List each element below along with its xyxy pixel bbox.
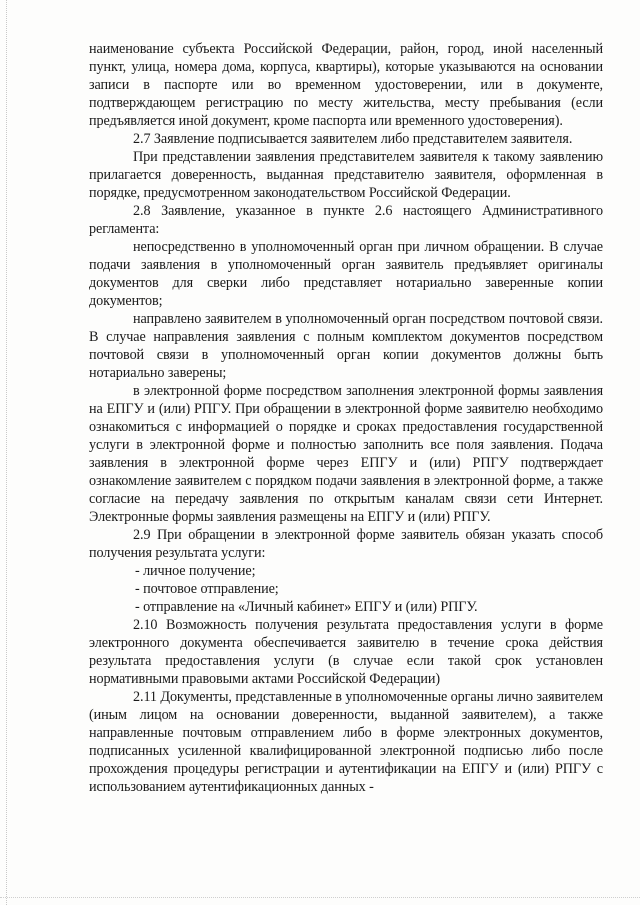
paragraph-personal-submission: непосредственно в уполномоченный орган при личном обращении. В случае подачи заявления в уполномоченный орган заявитель предъявляет оригиналы документов для сверки либо представляет нотариально заверенные копии документов; <box>89 239 603 309</box>
paragraph-postal-submission: направлено заявителем в уполномоченный орган посредством почтовой связи. В случае направления заявления с полным комплектом документов посредством почтовой связи в уполномоченный орган копии документов должны быть нотариально заверены; <box>89 311 603 381</box>
paragraph-2-8: 2.8 Заявление, указанное в пункте 2.6 настоящего Административного регламента: <box>89 203 603 237</box>
scan-edge-bottom <box>0 897 640 899</box>
scan-edge-left <box>6 0 8 905</box>
list-item-postal: - почтовое отправление; <box>135 581 279 597</box>
paragraph-2-9: 2.9 При обращении в электронной форме заявитель обязан указать способ получения результата услуги: <box>89 527 603 561</box>
paragraph-2-10: 2.10 Возможность получения результата предоставления услуги в форме электронного документа обеспечивается заявителю в течение срока действия результата предоставления услуги (в случае если такой срок установлен нормативными правовыми актами Российской Федерации) <box>89 617 603 687</box>
list-item-personal-cabinet: - отправление на «Личный кабинет» ЕПГУ и (или) РПГУ. <box>135 599 478 615</box>
paragraph-electronic-submission: в электронной форме посредством заполнения электронной формы заявления на ЕПГУ и (или) РПГУ. При обращении в электронной форме заявителю необходимо ознакомиться с информацией о порядке и сроках предоставления государственной услуги в электронной форме и полностью заполнить все поля заявления. Подача заявления в электронной форме через ЕПГУ и (или) РПГУ подтверждает ознакомление заявителем с порядком подачи заявления в электронной форме, а также согласие на передачу заявления по открытым каналам связи сети Интернет. Электронные формы заявления размещены на ЕПГУ и (или) РПГУ. <box>89 383 603 525</box>
list-item-personal-receipt: - личное получение; <box>135 563 256 579</box>
paragraph-2-11: 2.11 Документы, представленные в уполномоченные органы лично заявителем (иным лицом на основании доверенности, выданной заявителем), а также направленные почтовым отправлением либо в форме электронных документов, подписанных усиленной квалифицированной электронной подписью либо после прохождения процедуры регистрации и аутентификации на ЕПГУ и (или) РПГУ с использованием аутентификационных данных - <box>89 689 603 795</box>
paragraph-address-continuation: наименование субъекта Российской Федерации, район, город, иной населенный пункт, улица, номера дома, корпуса, квартиры), которые указываются на основании записи в паспорте или во временном удостоверении, или в документе, подтверждающем регистрацию по месту жительства, месту пребывания (если предъявляется иной документ, кроме паспорта или временного удостоверения). <box>89 41 603 129</box>
document-body <box>89 40 603 796</box>
paragraph-2-7: 2.7 Заявление подписывается заявителем либо представителем заявителя. <box>133 131 573 147</box>
paragraph-representative: При представлении заявления представителем заявителя к такому заявлению прилагается доверенность, выданная представителю заявителя, оформленная в порядке, предусмотренном законодательством Российской Федерации. <box>89 149 603 201</box>
